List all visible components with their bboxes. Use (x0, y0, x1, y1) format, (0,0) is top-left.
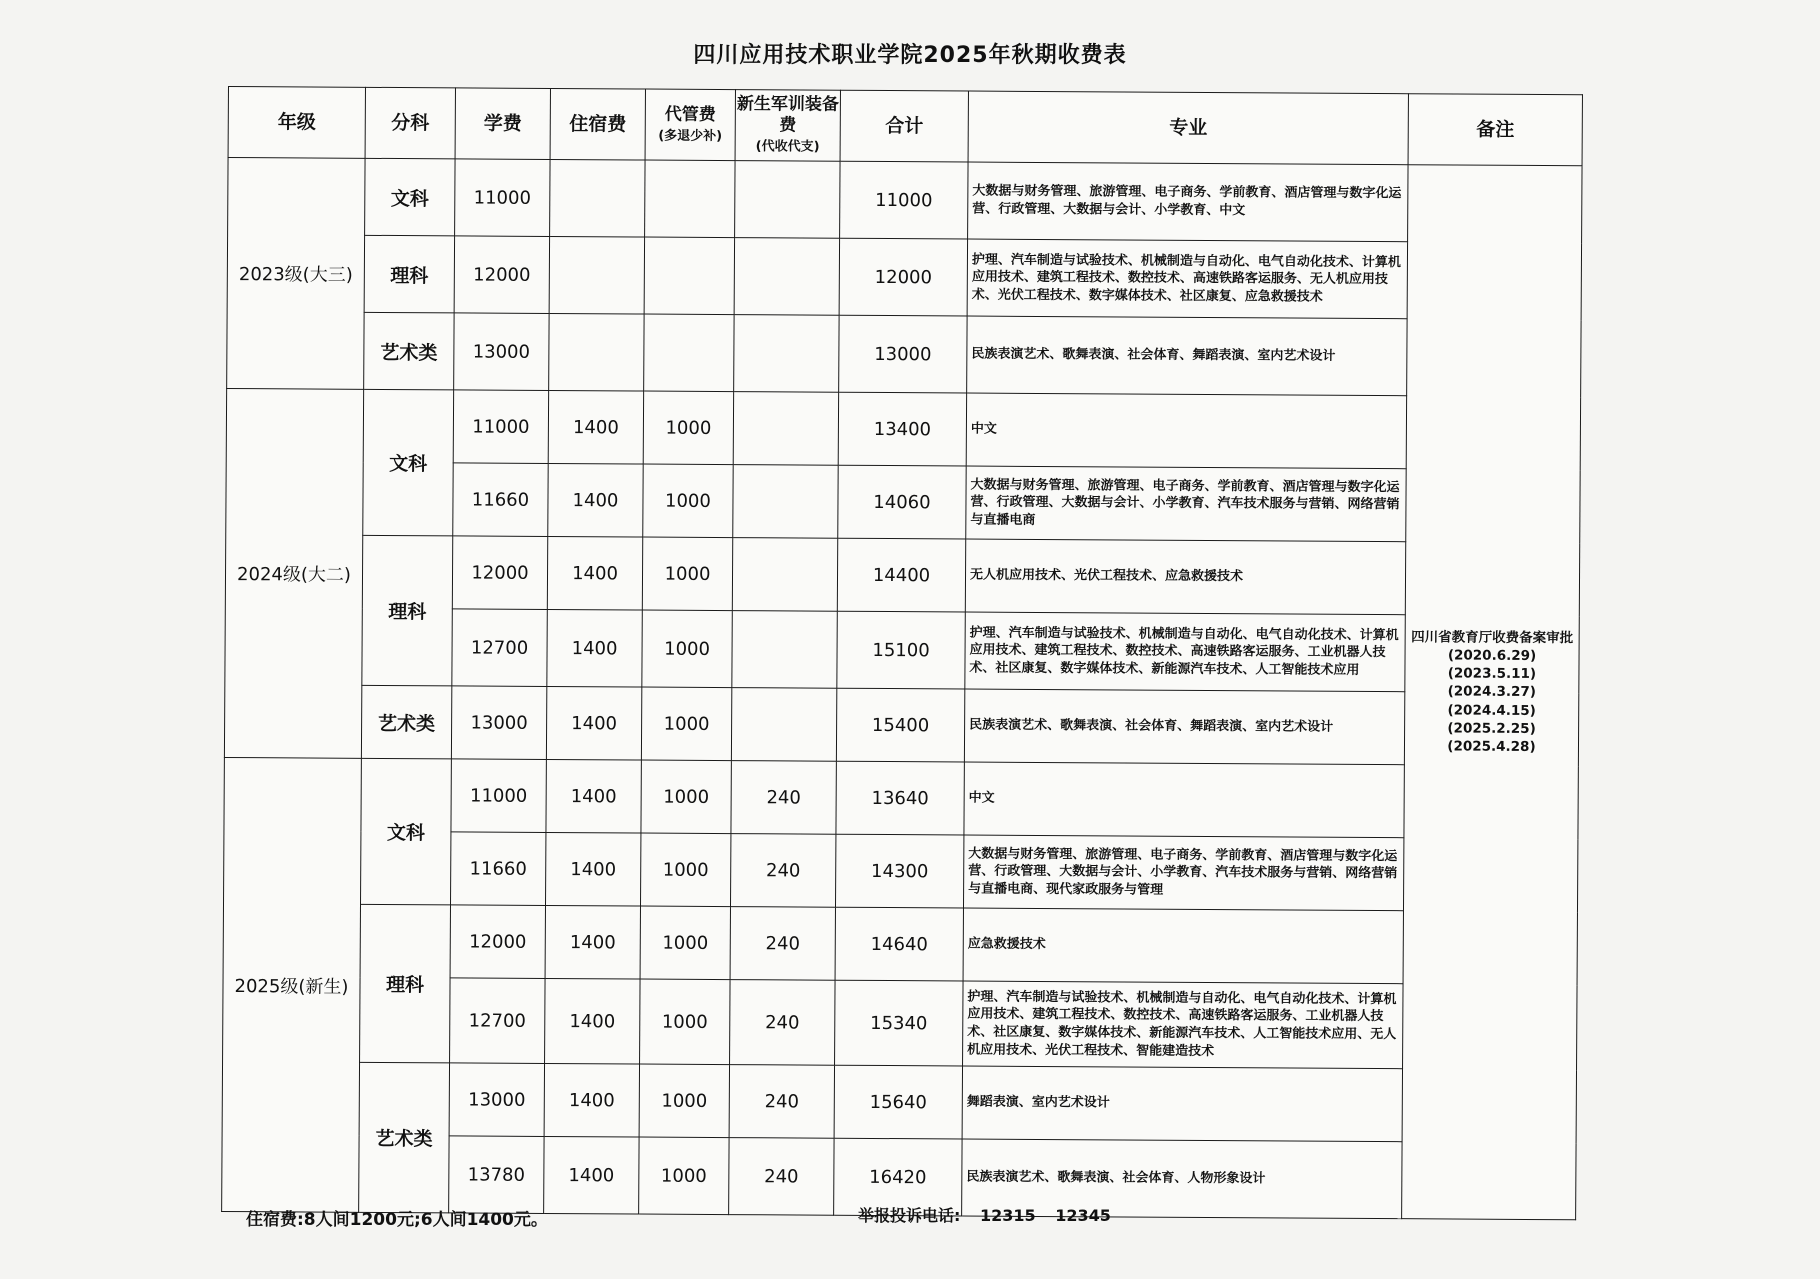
custody-cell: 1000 (640, 906, 730, 980)
custody-cell (645, 160, 735, 238)
table-row (226, 388, 1580, 469)
military-cell (734, 315, 839, 393)
custody-cell: 1000 (640, 979, 731, 1065)
tuition-cell: 11000 (453, 390, 548, 464)
remark-line: 四川省教育厅收费备案审批(2020.6.29) (1411, 628, 1574, 664)
header-tuition: 学费 (455, 88, 550, 160)
remark-line: (2025.4.28) (1447, 738, 1536, 756)
remark-cell (1402, 165, 1582, 1220)
phone-number: 12345 (1055, 1206, 1111, 1225)
subject-cell: 文科 (361, 758, 452, 905)
military-cell (731, 688, 836, 762)
major-cell: 应急救援技术 (963, 908, 1403, 984)
subject-cell: 艺术类 (359, 1062, 450, 1213)
grade-cell: 2024级(大二) (224, 388, 363, 758)
subject-cell: 艺术类 (361, 685, 451, 759)
header-military-sub: (代收代支) (755, 139, 820, 155)
dorm-cell: 1400 (545, 905, 640, 979)
total-cell: 15340 (835, 980, 964, 1066)
military-cell: 240 (730, 907, 835, 981)
custody-cell: 1000 (641, 760, 731, 834)
major-cell: 护理、汽车制造与试验技术、机械制造与自动化、电气自动化技术、计算机应用技术、建筑工程技术、数控技术、高速铁路客运服务、无人机应用技术、光伏工程技术、数字媒体技术、社区康复、应急救援技术 (967, 239, 1407, 319)
remark-line: (2024.3.27) (1447, 683, 1537, 701)
total-cell: 11000 (840, 161, 968, 239)
military-cell: 240 (729, 1138, 834, 1216)
dorm-cell (550, 159, 645, 237)
major-cell: 民族表演艺术、歌舞表演、社会体育、舞蹈表演、室内艺术设计 (964, 689, 1404, 765)
tuition-cell: 13000 (449, 1063, 544, 1137)
tuition-cell: 12700 (452, 609, 547, 687)
table-row (224, 684, 1578, 765)
tuition-cell: 11000 (455, 159, 550, 237)
major-cell: 大数据与财务管理、旅游管理、电子商务、学前教育、酒店管理与数字化运营、行政管理、大数据与会计、小学教育、中文 (968, 162, 1408, 242)
remark-line: (2025.2.25) (1447, 720, 1536, 737)
custody-cell: 1000 (643, 464, 733, 538)
header-remark: 备注 (1408, 94, 1582, 166)
dorm-cell: 1400 (548, 463, 643, 537)
table-row (222, 1061, 1576, 1142)
subject-cell: 理科 (364, 235, 454, 313)
dorm-fee-note: 住宿费:8人间1200元;6人间1400元。 (246, 1210, 548, 1230)
subject-cell: 理科 (362, 535, 453, 686)
dorm-cell: 1400 (548, 390, 643, 464)
total-cell: 15100 (837, 611, 965, 689)
military-cell: 240 (730, 980, 836, 1066)
military-cell (734, 238, 839, 316)
grade-cell: 2025级(新生) (222, 757, 362, 1212)
custody-cell (644, 314, 734, 392)
tuition-cell: 13000 (451, 686, 546, 760)
remark-line: (2023.5.11) (1447, 665, 1537, 683)
dorm-cell: 1400 (544, 1136, 639, 1214)
military-cell (733, 465, 838, 539)
major-cell: 中文 (966, 393, 1406, 469)
military-cell: 240 (729, 1065, 834, 1139)
total-cell: 13000 (839, 315, 967, 393)
military-cell (735, 161, 840, 239)
remark-line: (2024.4.15) (1447, 702, 1536, 719)
table-row (223, 903, 1577, 984)
major-cell: 中文 (964, 762, 1404, 838)
complaint-label: 举报投诉电话: (858, 1206, 961, 1225)
table-row (227, 311, 1581, 396)
major-cell: 护理、汽车制造与试验技术、机械制造与自动化、电气自动化技术、计算机应用技术、建筑工程技术、数控技术、高速铁路客运服务、工业机器人技术、社区康复、数字媒体技术、新能源汽车技术、人工智能技术应用、无人机应用技术、光伏工程技术、智能建造技术 (963, 981, 1404, 1069)
header-total: 合计 (840, 90, 968, 162)
tuition-cell: 12700 (450, 978, 546, 1064)
dorm-cell (549, 236, 644, 314)
custody-cell: 1000 (641, 687, 731, 761)
header-grade: 年级 (228, 87, 365, 159)
header-custody-label: 代管费 (664, 104, 716, 125)
total-cell: 15640 (834, 1065, 962, 1139)
custody-cell: 1000 (640, 833, 730, 907)
total-cell: 12000 (839, 238, 967, 316)
tuition-cell: 13780 (449, 1136, 544, 1214)
military-cell: 240 (730, 834, 835, 908)
table-row (225, 534, 1579, 615)
military-cell: 240 (731, 761, 836, 835)
subject-cell: 艺术类 (364, 312, 454, 390)
dorm-cell: 1400 (546, 832, 641, 906)
table-row (228, 158, 1582, 243)
major-cell: 舞蹈表演、室内艺术设计 (962, 1066, 1402, 1142)
dorm-cell: 1400 (546, 759, 641, 833)
dorm-cell: 1400 (547, 609, 642, 687)
tuition-cell: 12000 (454, 236, 549, 314)
tuition-cell: 12000 (450, 905, 545, 979)
major-cell: 民族表演艺术、歌舞表演、社会体育、舞蹈表演、室内艺术设计 (967, 316, 1407, 396)
fee-table (221, 86, 1583, 1220)
total-cell: 14640 (835, 907, 963, 981)
custody-cell: 1000 (642, 537, 732, 611)
total-cell: 13640 (836, 761, 964, 835)
military-cell (733, 392, 838, 466)
header-major: 专业 (968, 91, 1408, 165)
header-custody (645, 89, 735, 161)
header-military (735, 90, 840, 162)
total-cell: 15400 (836, 688, 964, 762)
page-title: 四川应用技术职业学院2025年秋期收费表 (693, 43, 1127, 68)
major-cell: 大数据与财务管理、旅游管理、电子商务、学前教育、酒店管理与数字化运营、行政管理、大数据与会计、小学教育、汽车技术服务与营销、网络营销与直播电商 (966, 466, 1406, 542)
major-cell: 无人机应用技术、光伏工程技术、应急救援技术 (965, 539, 1405, 615)
header-dorm: 住宿费 (550, 88, 645, 160)
dorm-cell: 1400 (544, 1063, 639, 1137)
military-cell (732, 538, 837, 612)
major-cell: 大数据与财务管理、旅游管理、电子商务、学前教育、酒店管理与数字化运营、行政管理、大数据与会计、小学教育、汽车技术服务与营销、网络营销与直播电商、现代家政服务与管理 (963, 835, 1403, 911)
military-cell (732, 611, 837, 689)
custody-cell: 1000 (639, 1137, 729, 1215)
total-cell: 13400 (838, 392, 966, 466)
dorm-cell: 1400 (546, 686, 641, 760)
tuition-cell: 11660 (453, 463, 548, 537)
header-custody-sub: (多退少补) (658, 128, 723, 145)
total-cell: 16420 (834, 1138, 962, 1216)
phone-number: 12315 (979, 1206, 1036, 1225)
dorm-cell: 1400 (545, 978, 641, 1064)
custody-cell (644, 237, 734, 315)
tuition-cell: 11000 (451, 759, 546, 833)
total-cell: 14300 (835, 834, 963, 908)
dorm-cell: 1400 (547, 536, 642, 610)
table-row (227, 235, 1581, 320)
tuition-cell: 12000 (452, 536, 547, 610)
tuition-cell: 13000 (454, 313, 549, 391)
grade-cell: 2023级(大三) (227, 158, 365, 390)
custody-cell: 1000 (643, 391, 733, 465)
total-cell: 14400 (837, 538, 965, 612)
dorm-cell (549, 313, 644, 391)
table-row (224, 757, 1578, 838)
subject-cell: 文科 (365, 158, 455, 236)
subject-cell: 理科 (360, 904, 451, 1063)
major-cell: 护理、汽车制造与试验技术、机械制造与自动化、电气自动化技术、计算机应用技术、建筑工程技术、数控技术、高速铁路客运服务、工业机器人技术、社区康复、数字媒体技术、新能源汽车技术、人工智能技术应用 (965, 612, 1405, 692)
tuition-cell: 11660 (451, 832, 546, 906)
header-row (228, 87, 1582, 166)
header-military-label: 新生军训装备费 (736, 94, 839, 136)
total-cell: 14060 (838, 465, 966, 539)
subject-cell: 文科 (363, 389, 454, 536)
custody-cell: 1000 (642, 610, 732, 688)
complaint-hotline (858, 1203, 1111, 1226)
header-subject: 分科 (365, 87, 455, 159)
major-cell: 民族表演艺术、歌舞表演、社会体育、人物形象设计 (962, 1139, 1402, 1219)
custody-cell: 1000 (639, 1064, 729, 1138)
